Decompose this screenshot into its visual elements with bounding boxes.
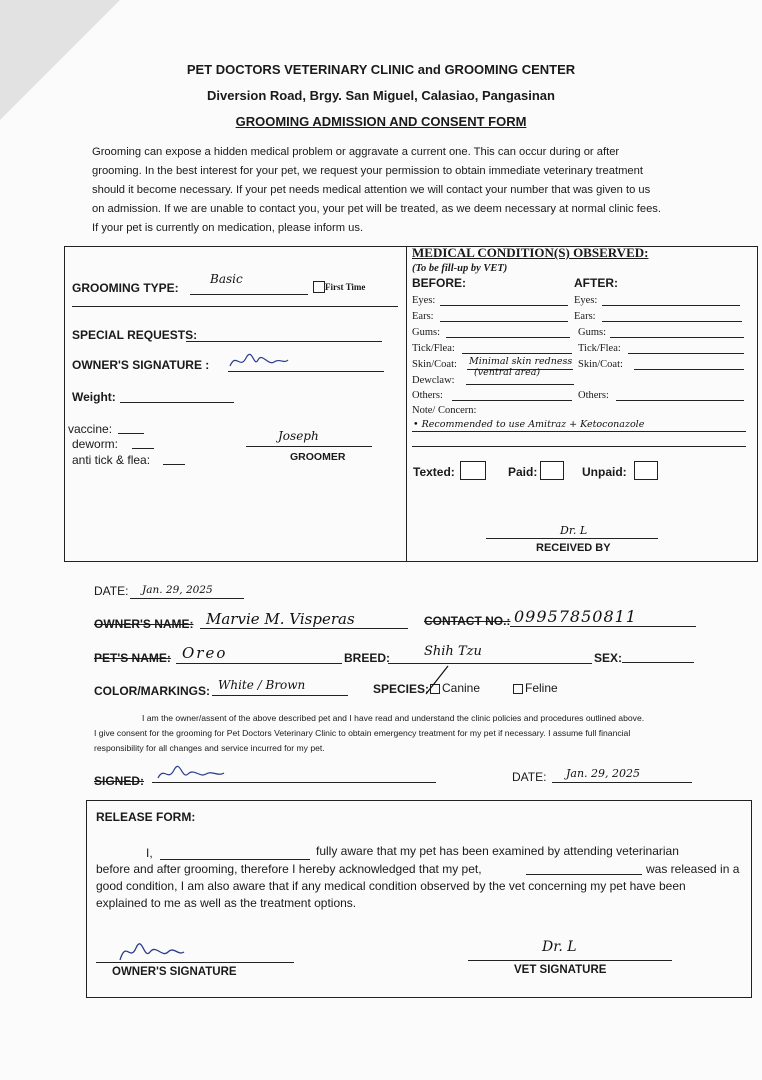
- weight-line[interactable]: [120, 402, 234, 403]
- pet-name-label: PET'S NAME:: [94, 651, 171, 665]
- owner-name-line: [200, 628, 408, 629]
- grooming-type-value[interactable]: Basic: [210, 272, 243, 286]
- release-line-1b: fully aware that my pet has been examined by attending veterinarian: [316, 844, 679, 858]
- vaccine-label: vaccine:: [68, 422, 113, 436]
- release-line-3: good condition, I am also aware that if any medical condition observed by the vet concerning my pet have been: [96, 879, 686, 893]
- before-ears-label: Ears:: [412, 311, 434, 322]
- release-line-2b: was released in a: [646, 862, 740, 876]
- received-by-value: Dr. L: [560, 524, 588, 537]
- dewclaw-line[interactable]: [466, 384, 574, 385]
- after-skin-label: Skin/Coat:: [578, 359, 623, 370]
- after-tick-label: Tick/Flea:: [578, 343, 621, 354]
- signed-date-label: DATE:: [512, 770, 547, 784]
- before-others-label: Others:: [412, 390, 443, 401]
- release-owner-name-line[interactable]: [160, 859, 310, 860]
- canine-label: Canine: [442, 681, 481, 695]
- after-gums-label: Gums:: [578, 327, 607, 338]
- form-title: GROOMING ADMISSION AND CONSENT FORM: [235, 114, 527, 129]
- clinic-name: PET DOCTORS VETERINARY CLINIC and GROOMING CENTER: [186, 62, 576, 77]
- note-value[interactable]: • Recommended to use Amitraz + Ketoconazole: [413, 419, 645, 430]
- special-requests-line[interactable]: [186, 341, 382, 342]
- anti-tick-label: anti tick & flea:: [72, 453, 151, 467]
- dewclaw-label: Dewclaw:: [412, 375, 455, 386]
- intro-paragraph: [92, 143, 698, 238]
- deworm-label: deworm:: [72, 437, 119, 451]
- received-by-label: RECEIVED BY: [536, 542, 611, 554]
- after-ears-line[interactable]: [602, 321, 742, 322]
- clinic-address: Diversion Road, Brgy. San Miguel, Calasiao, Pangasinan: [207, 88, 555, 103]
- signed-label: SIGNED:: [94, 774, 145, 788]
- texted-label: Texted:: [413, 465, 455, 479]
- intro-line: on admission. If we are unable to contact you, your pet will be treated, as we deem necessary at normal clinic fees.: [92, 203, 661, 215]
- contact-value[interactable]: 09957850811: [514, 607, 637, 626]
- groomer-line: [246, 446, 372, 447]
- before-eyes-label: Eyes:: [412, 295, 436, 306]
- grooming-type-extra-line: [72, 306, 398, 307]
- contact-label: CONTACT NO.:: [424, 614, 511, 628]
- pet-name-value[interactable]: Oreo: [182, 644, 228, 662]
- deworm-line[interactable]: [132, 448, 154, 449]
- note-line-2[interactable]: [412, 446, 746, 447]
- breed-label: BREED:: [344, 651, 391, 665]
- owner-name-label: OWNER'S NAME:: [94, 617, 194, 631]
- special-requests-label: SPECIAL REQUESTS:: [72, 328, 198, 342]
- intro-line: If your pet is currently on medication, please inform us.: [92, 222, 364, 234]
- before-ears-line[interactable]: [440, 321, 568, 322]
- owner-signature-scribble: [228, 350, 290, 372]
- before-others-line[interactable]: [452, 400, 572, 401]
- groomer-name: Joseph: [278, 429, 319, 443]
- first-time-checkbox[interactable]: [313, 281, 325, 293]
- feline-checkbox[interactable]: [513, 684, 523, 694]
- vaccine-line[interactable]: [118, 433, 144, 434]
- grooming-type-line: [190, 294, 308, 295]
- contact-line: [510, 626, 696, 627]
- first-time-label: First Time: [325, 282, 366, 292]
- signed-date-value[interactable]: Jan. 29, 2025: [566, 767, 641, 780]
- consent-line: I am the owner/assent of the above described pet and I have read and understand the clinic policies and procedures outlined above.: [142, 713, 645, 723]
- note-label: Note/ Concern:: [412, 405, 477, 416]
- release-line-2a: before and after grooming, therefore I hereby acknowledged that my pet,: [96, 862, 482, 876]
- paid-label: Paid:: [508, 465, 538, 479]
- before-gums-label: Gums:: [412, 327, 441, 338]
- sex-label: SEX:: [594, 651, 623, 665]
- consent-line: I give consent for the grooming for Pet Doctors Veterinary Clinic to obtain emergency treatment for my pet if necessary. I assume full financial: [94, 728, 631, 738]
- consent-line: responsibility for all changes and service incurred for my pet.: [94, 743, 325, 753]
- breed-line: [388, 663, 592, 664]
- signed-signature-scribble: [156, 764, 226, 784]
- release-title: RELEASE FORM:: [96, 810, 196, 824]
- before-skin-value-2: (ventral area): [474, 367, 541, 378]
- note-line-1: [412, 431, 746, 432]
- after-skin-line[interactable]: [634, 369, 744, 370]
- received-by-line: [486, 538, 658, 539]
- vet-signature-value: Dr. L: [542, 939, 577, 955]
- medical-subtitle: (To be fill-up by VET): [412, 263, 508, 274]
- after-gums-line[interactable]: [610, 337, 744, 338]
- vet-signature-label: VET SIGNATURE: [514, 964, 607, 976]
- after-tick-line[interactable]: [628, 353, 744, 354]
- release-line-4: explained to me as well as the treatment options.: [96, 896, 357, 910]
- owner-signature-release-label: OWNER'S SIGNATURE: [112, 966, 237, 978]
- box-divider: [406, 246, 407, 562]
- after-eyes-line[interactable]: [602, 305, 740, 306]
- anti-tick-line[interactable]: [163, 464, 185, 465]
- before-skin-label: Skin/Coat:: [412, 359, 457, 370]
- weight-label: Weight:: [72, 390, 116, 404]
- after-others-line[interactable]: [616, 400, 744, 401]
- unpaid-checkbox[interactable]: [634, 461, 658, 480]
- owner-signature-label: OWNER'S SIGNATURE :: [72, 358, 210, 372]
- pet-name-line: [176, 663, 342, 664]
- signed-line: [152, 782, 436, 783]
- grooming-type-label: GROOMING TYPE:: [72, 281, 179, 295]
- groomer-label: GROOMER: [290, 451, 346, 463]
- before-tick-label: Tick/Flea:: [412, 343, 455, 354]
- before-skin-value[interactable]: Minimal skin redness: [469, 356, 573, 367]
- intro-line: should it become necessary. If your pet needs medical attention we will contact your number that was given to us: [92, 184, 651, 196]
- date-label: DATE:: [94, 584, 129, 598]
- breed-value[interactable]: Shih Tzu: [424, 644, 482, 659]
- release-line-1a: I,: [146, 846, 153, 860]
- intro-line: grooming. In the best interest for your pet, we request your permission to obtain immediate veterinary treatment: [92, 165, 643, 177]
- date-line: [130, 598, 244, 599]
- species-label: SPECIES:: [373, 682, 430, 696]
- before-eyes-line[interactable]: [440, 305, 568, 306]
- after-ears-label: Ears:: [574, 311, 596, 322]
- owner-name-value[interactable]: Marvie M. Visperas: [206, 610, 355, 628]
- color-markings-line: [212, 695, 348, 696]
- color-markings-value[interactable]: White / Brown: [218, 678, 306, 692]
- release-pet-name-line[interactable]: [526, 874, 642, 875]
- medical-title: MEDICAL CONDITION(S) OBSERVED:: [412, 245, 649, 260]
- date-value[interactable]: Jan. 29, 2025: [142, 584, 213, 596]
- vet-signature-line: [468, 960, 672, 961]
- after-others-label: Others:: [578, 390, 609, 401]
- sex-line[interactable]: [622, 662, 694, 663]
- signed-date-line: [552, 782, 692, 783]
- before-gums-line[interactable]: [446, 337, 570, 338]
- after-eyes-label: Eyes:: [574, 295, 598, 306]
- texted-checkbox[interactable]: [460, 461, 486, 480]
- intro-line: Grooming can expose a hidden medical problem or aggravate a current one. This can occur during or after: [92, 146, 620, 158]
- color-markings-label: COLOR/MARKINGS:: [94, 684, 210, 698]
- unpaid-label: Unpaid:: [582, 465, 627, 479]
- before-label: BEFORE:: [412, 276, 466, 290]
- feline-label: Feline: [525, 681, 558, 695]
- owner-signature-release-line: [96, 962, 294, 963]
- after-label: AFTER:: [574, 276, 618, 290]
- paid-checkbox[interactable]: [540, 461, 564, 480]
- before-tick-line[interactable]: [462, 353, 572, 354]
